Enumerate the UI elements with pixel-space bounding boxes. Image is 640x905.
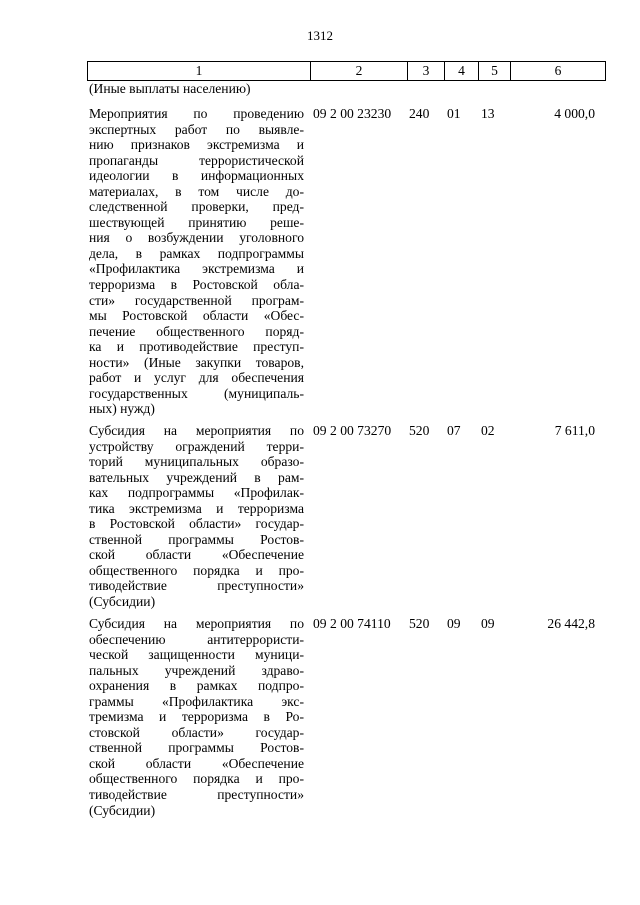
- description-line: охранения в рамках подпро-: [89, 678, 304, 694]
- description-line: ственной программы Ростов-: [89, 531, 304, 547]
- description-line: (Субсидии): [89, 594, 156, 610]
- description-line: Субсидия на мероприятия по: [89, 423, 304, 438]
- table-row: [87, 106, 599, 416]
- row-section: 09: [447, 616, 461, 631]
- column-header-row: [88, 62, 606, 81]
- row-description: [89, 106, 304, 417]
- description-line: (Субсидии): [89, 802, 156, 818]
- row-section: 07: [447, 423, 461, 438]
- description-line: «Профилактика экстремизма и: [89, 261, 304, 277]
- table-row: [87, 423, 599, 609]
- description-line: ческой защищенности муници-: [89, 647, 304, 663]
- column-header-table: [87, 61, 606, 81]
- row-section: 01: [447, 106, 461, 121]
- column-header-4: 4: [445, 62, 479, 81]
- row-code: 09 2 00 23230: [313, 106, 392, 121]
- description-line: материалах, в том числе до-: [89, 183, 304, 199]
- description-line: устройству ограждений терри-: [89, 438, 304, 454]
- description-line: печение общественного поряд-: [89, 323, 304, 339]
- table-row: [87, 616, 599, 818]
- column-header-3: 3: [408, 62, 445, 81]
- description-line: вательных учреждений в рам-: [89, 469, 304, 485]
- description-line: Мероприятия по проведению: [89, 106, 304, 121]
- row-expense-type: 240: [409, 106, 430, 121]
- description-line: ской области «Обеспечение: [89, 755, 304, 771]
- description-line: работ и услуг для обеспечения: [89, 370, 304, 386]
- row-subsection: 09: [481, 616, 495, 631]
- description-line: государственных (муниципаль-: [89, 385, 304, 401]
- row-description: [89, 423, 304, 610]
- row-code: 09 2 00 74110: [313, 616, 391, 631]
- description-line: обеспечению антитеррористи-: [89, 631, 304, 647]
- description-line: Субсидия на мероприятия по: [89, 616, 304, 631]
- description-line: мы Ростовской области «Обес-: [89, 308, 304, 324]
- description-line: пальных учреждений здраво-: [89, 662, 304, 678]
- row-description: [89, 616, 304, 818]
- column-header-2: 2: [311, 62, 408, 81]
- page-number: 1312: [307, 28, 333, 43]
- description-line: тремизма и терроризма в Ро-: [89, 709, 304, 725]
- description-line: ственной программы Ростов-: [89, 740, 304, 756]
- column-header-6: 6: [511, 62, 606, 81]
- description-line: ния о возбуждении уголовного: [89, 230, 304, 246]
- description-line: в Ростовской области» государ-: [89, 516, 304, 532]
- row-subsection: 02: [481, 423, 495, 438]
- description-line: общественного порядка и про-: [89, 771, 304, 787]
- row-amount: 4 000,0: [554, 106, 595, 121]
- description-line: ности» (Иные закупки товаров,: [89, 354, 304, 370]
- description-line: тиводействие преступности»: [89, 578, 304, 594]
- description-line: дела, в рамках подпрограммы: [89, 245, 304, 261]
- row-expense-type: 520: [409, 423, 430, 438]
- description-line: торий муниципальных образо-: [89, 454, 304, 470]
- column-header-5: 5: [479, 62, 511, 81]
- row-expense-type: 520: [409, 616, 430, 631]
- description-line: терроризма в Ростовской обла-: [89, 277, 304, 293]
- row-amount: 7 611,0: [554, 423, 595, 438]
- description-line: нию признаков экстремизма и: [89, 137, 304, 153]
- column-header-1: 1: [88, 62, 311, 81]
- description-line: сти» государственной програм-: [89, 292, 304, 308]
- description-line: ской области «Обеспечение: [89, 547, 304, 563]
- description-line: тика экстремизма и терроризма: [89, 500, 304, 516]
- continuation-text: (Иные выплаты населению): [89, 81, 251, 96]
- description-line: следственной проверки, пред-: [89, 199, 304, 215]
- description-line: граммы «Профилактика экс-: [89, 693, 304, 709]
- description-line: пропаганды террористической: [89, 152, 304, 168]
- description-line: экспертных работ по выявле-: [89, 121, 304, 137]
- description-line: ках подпрограммы «Профилак-: [89, 485, 304, 501]
- row-amount: 26 442,8: [547, 616, 595, 631]
- row-code: 09 2 00 73270: [313, 423, 392, 438]
- description-line: ных) нужд): [89, 401, 155, 417]
- description-line: идеологии в информационных: [89, 168, 304, 184]
- description-line: общественного порядка и про-: [89, 562, 304, 578]
- description-line: стовской области» государ-: [89, 724, 304, 740]
- description-line: шествующей принятию реше-: [89, 214, 304, 230]
- row-subsection: 13: [481, 106, 495, 121]
- description-line: тиводействие преступности»: [89, 787, 304, 803]
- description-line: ка и противодействие преступ-: [89, 339, 304, 355]
